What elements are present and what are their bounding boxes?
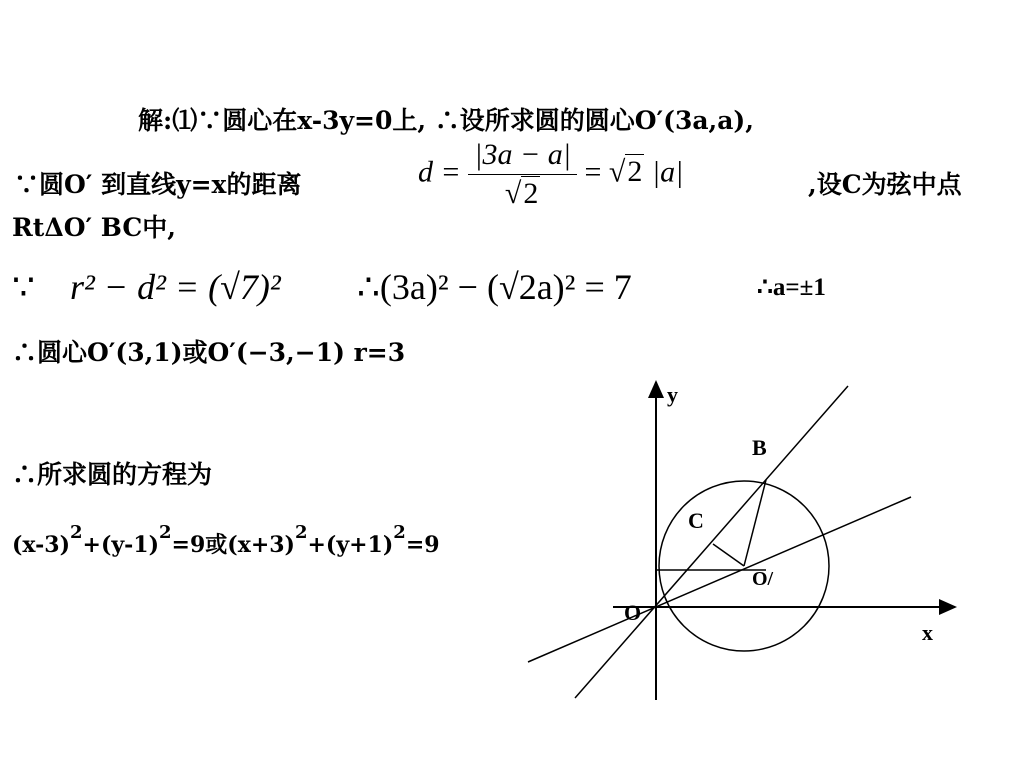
label-x: x bbox=[922, 620, 933, 645]
radius-equation: r² − d² = (√7)² bbox=[70, 267, 281, 307]
line-through-center bbox=[528, 497, 911, 662]
label-center: O/ bbox=[752, 568, 774, 590]
formula-lhs: d = bbox=[418, 155, 461, 189]
label-B: B bbox=[752, 435, 767, 460]
triangle-statement: RtΔO′ BC中, bbox=[12, 213, 176, 242]
equation-heading: ∴所求圆的方程为 bbox=[12, 460, 213, 489]
formula-denominator: 2 bbox=[523, 177, 539, 210]
midpoint-statement: ,设C为弦中点 bbox=[808, 170, 962, 199]
final-equations: $(x-3)^2+(y-1)^2=9$或$(x+3)^2+(y+1)^2=9$ bbox=[12, 522, 440, 558]
distance-formula: d = $\frac{|3a - a|}{√2}$ = √2 |a| bbox=[418, 138, 684, 210]
formula-numerator: |3a − a| bbox=[468, 138, 577, 175]
because-symbol: ∵ bbox=[12, 267, 35, 307]
label-y: y bbox=[667, 382, 678, 407]
therefore-equation: ∴(3a)² − (√2a)² = 7 bbox=[357, 267, 632, 307]
distance-statement: ∵圆O′ 到直线y=x的距离 bbox=[14, 170, 302, 199]
solution-intro: 解:⑴∵圆心在x-3y=0上, ∴设所求圆的圆心O′(3a,a), bbox=[138, 106, 754, 135]
label-C: C bbox=[688, 508, 704, 533]
formula-fraction: $\frac{|3a - a|}{√2}$ bbox=[468, 138, 577, 211]
formula-root: 2 bbox=[627, 155, 643, 189]
result-a: ∴a=±1 bbox=[757, 274, 826, 301]
label-origin: O bbox=[624, 600, 642, 625]
center-result: ∴圆心O′(3,1)或O′(−3,−1) r=3 bbox=[12, 338, 406, 367]
formula-abs: |a| bbox=[651, 155, 684, 189]
formula-equals: = bbox=[584, 155, 602, 189]
segment-center-C bbox=[713, 544, 744, 566]
